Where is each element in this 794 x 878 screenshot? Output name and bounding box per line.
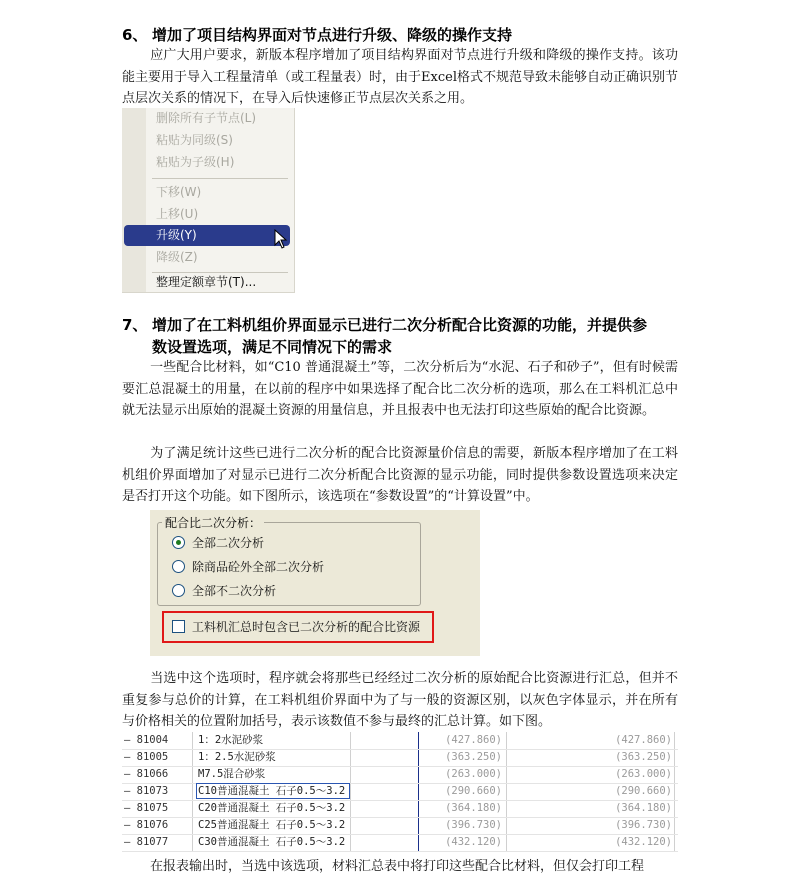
section-6-title: 增加了项目结构界面对节点进行升级、降级的操作支持 [152, 26, 513, 44]
section-6-number: 6、 [122, 26, 148, 44]
mix-analysis-group-label: 配合比二次分析： [162, 514, 264, 531]
table-row[interactable]: — 81077 C30普通混凝土 石子0.5～3.2 (432.120) (432.120) [122, 834, 678, 852]
menu-item-promote[interactable]: 升级(Y) [124, 225, 290, 246]
radio-option-except-commercial[interactable]: 除商品砼外全部二次分析 [172, 558, 324, 576]
section-7-number: 7、 [122, 316, 148, 334]
table-row[interactable]: — 81066 M7.5混合砂浆 (263.000) (263.000) [122, 766, 678, 784]
paragraph-3: 当选中这个选项时，程序就会将那些已经经过二次分析的原始配合比资源进行汇总，但并不重复参与总价的计算，在工料机组价界面中为了与一般的资源区别，以灰色字体显示，并在所有与价格相关的位置附加括号，表示该数值不参与最终的汇总计算。如下图。 [122, 671, 678, 729]
section-7-paragraph-1: 一些配合比材料，如“C10 普通混凝土”等，二次分析后为“水泥、石子和砂子”，但有时候需要汇总混凝土的用量，在以前的程序中如果选择了配合比二次分析的选项，那么在工料机汇总中就无法显示出原始的混凝土资源的用量信息，并且报表中也无法打印这些原始的配合比资源。 [122, 360, 678, 418]
checkbox-icon[interactable] [172, 620, 185, 633]
section-7-heading [122, 314, 692, 336]
radio-option-no-analysis[interactable]: 全部不二次分析 [172, 582, 276, 600]
section-6-paragraph [122, 45, 678, 110]
section-7-title-line1: 增加了在工料机组价界面显示已进行二次分析配合比资源的功能，并提供参 [152, 316, 648, 334]
section-6-text: 应广大用户要求，新版本程序增加了项目结构界面对节点进行升级和降级的操作支持。该功能主要用于导入工程量清单（或工程量表）时，由于Excel格式不规范导致未能够自动正确识别节点层次关系的情况下，在导入后快速修正节点层次关系之用。 [122, 48, 678, 106]
menu-separator [152, 178, 288, 179]
menu-item-paste-child[interactable]: 粘贴为子级(H) [156, 155, 235, 169]
menu-item-demote[interactable]: 降级(Z) [156, 250, 198, 264]
include-analyzed-mix-checkbox[interactable]: 工料机汇总时包含已二次分析的配合比资源 [172, 618, 420, 636]
table-row[interactable]: — 81075 C20普通混凝土 石子0.5～3.2 (364.180) (364.180) [122, 800, 678, 818]
settings-panel-screenshot [150, 510, 480, 656]
radio-selected-icon[interactable] [172, 536, 185, 549]
resource-table-screenshot [122, 732, 678, 852]
paragraph-4: 在报表输出时，当选中该选项，材料汇总表中将打印这些配合比材料，但仅会打印工程 [150, 859, 645, 874]
radio-icon[interactable] [172, 584, 185, 597]
section-7-paragraph-2: 为了满足统计这些已进行二次分析的配合比资源量价信息的需要，新版本程序增加了在工料机组价界面增加了对显示已进行二次分析配合比资源的显示功能，同时提供参数设置选项来决定是否打开这个功能。如下图所示，该选项在“参数设置”的“计算设置”中。 [122, 446, 678, 504]
menu-item-delete-children[interactable]: 删除所有子节点(L) [156, 111, 257, 125]
section-6-heading [122, 24, 682, 46]
menu-item-move-up[interactable]: 上移(U) [156, 207, 199, 221]
table-row[interactable]: — 81076 C25普通混凝土 石子0.5～3.2 (396.730) (396.730) [122, 817, 678, 835]
section-7-title-line2: 数设置选项，满足不同情况下的需求 [152, 338, 393, 356]
menu-item-organize-chapters[interactable]: 整理定额章节(T)... [156, 275, 257, 289]
context-menu-screenshot [122, 108, 295, 293]
table-row-selected[interactable]: — 81073 C10普通混凝土 石子0.5～3.2 (290.660) (290.660) [122, 783, 678, 801]
radio-option-all-analysis[interactable]: 全部二次分析 [172, 534, 264, 552]
radio-icon[interactable] [172, 560, 185, 573]
table-row[interactable]: — 81004 1：2水泥砂浆 (427.860) (427.860) [122, 732, 678, 750]
menu-item-paste-sibling[interactable]: 粘贴为同级(S) [156, 133, 233, 147]
table-row[interactable]: — 81005 1：2.5水泥砂浆 (363.250) (363.250) [122, 749, 678, 767]
mouse-cursor-icon [274, 229, 288, 249]
menu-item-move-down[interactable]: 下移(W) [156, 185, 202, 199]
section-7-heading-cont [152, 336, 692, 358]
